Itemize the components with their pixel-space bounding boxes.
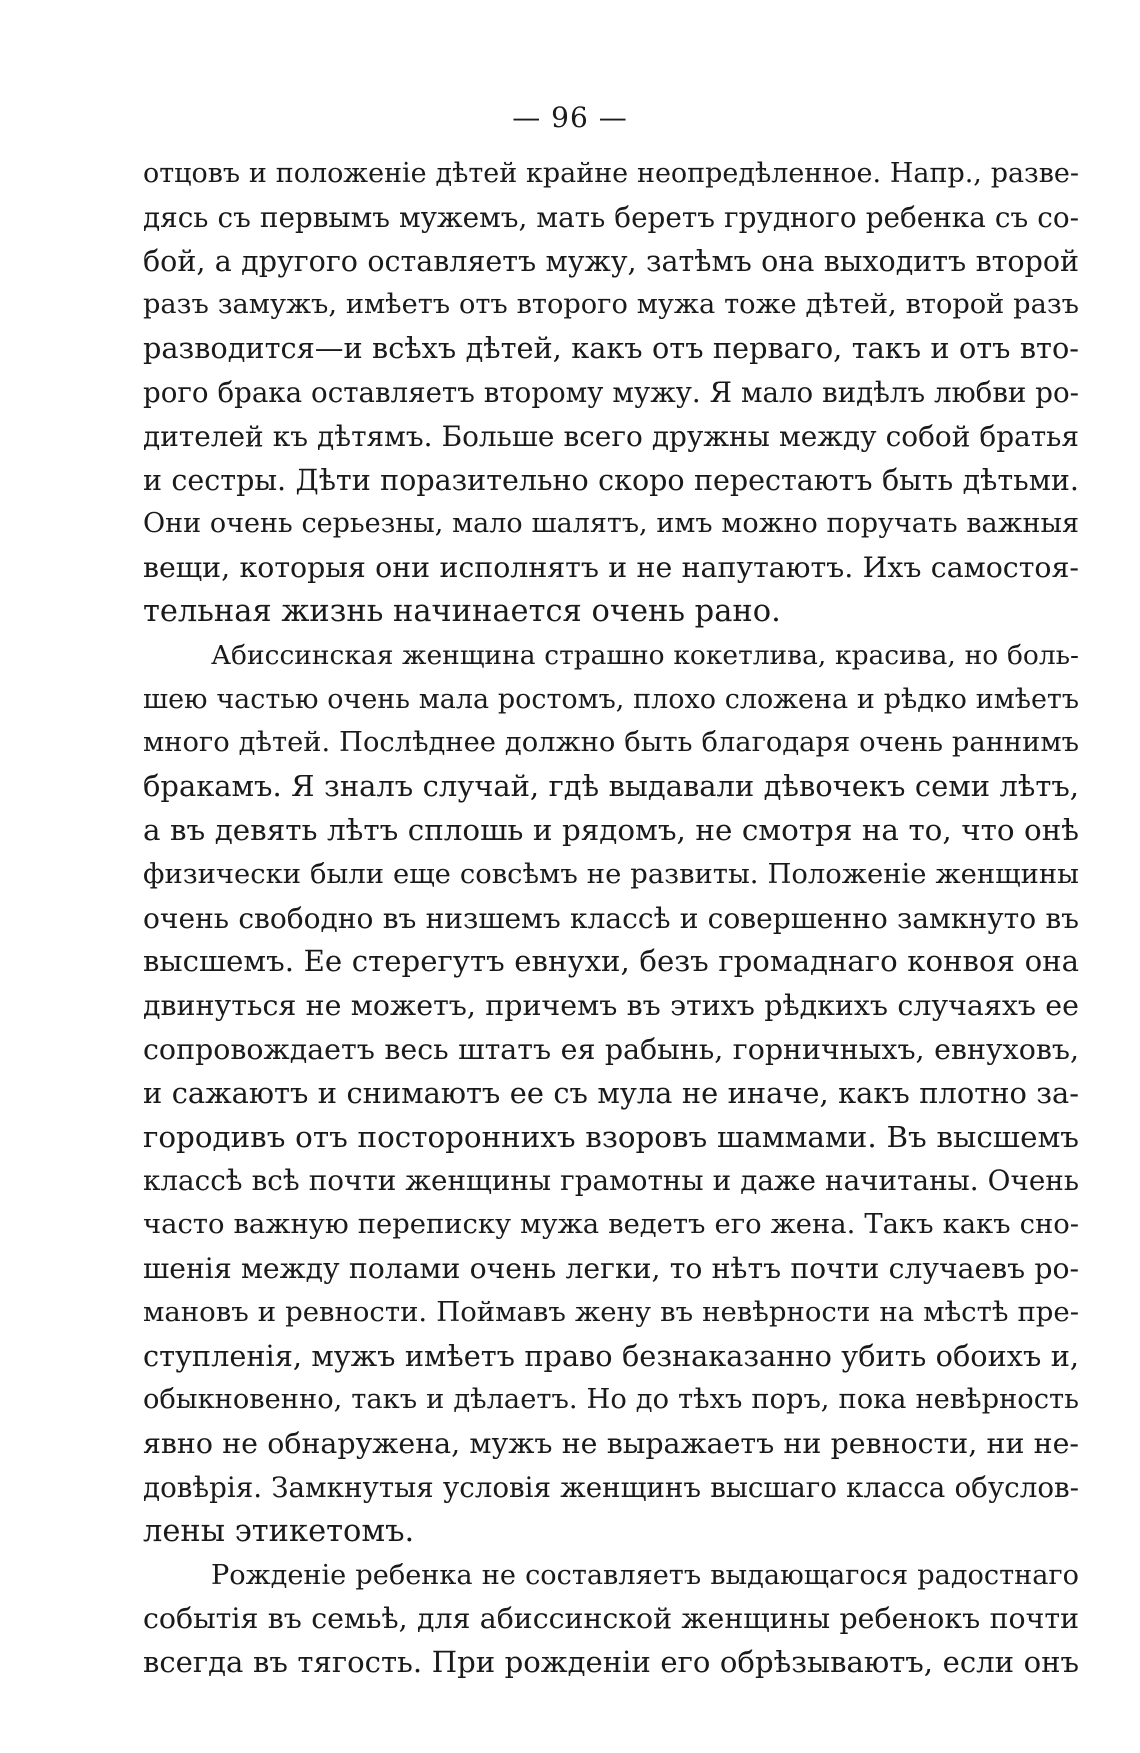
text-line: довѣрія. Замкнутыя условія женщинъ высшаго класса обуслов-	[143, 1470, 1079, 1504]
text-line: дителей къ дѣтямъ. Больше всего дружны между собой братья	[143, 419, 1079, 453]
text-line: обыкновенно, такъ и дѣлаетъ. Но до тѣхъ поръ, пока невѣрность	[143, 1384, 1079, 1416]
paragraph-1	[143, 152, 1079, 634]
text-line: Они очень серьезны, мало шалятъ, имъ можно поручать важныя	[143, 508, 1079, 540]
text-line: шенія между полами очень легки, то нѣтъ почти случаевъ ро-	[143, 1251, 1079, 1285]
paragraph-3	[143, 1554, 1079, 1685]
text-line: отцовъ и положеніе дѣтей крайне неопредѣленное. Напр., разве-	[143, 158, 1079, 189]
text-line: высшемъ. Ее стерегутъ евнухи, безъ громаднаго конвоя она	[143, 944, 1079, 979]
text-line: мановъ и ревности. Поймавъ жену въ невѣрности на мѣстѣ пре-	[143, 1295, 1079, 1328]
text-line: дясь съ первымъ мужемъ, мать беретъ грудного ребенка съ со-	[143, 200, 1079, 234]
text-line: событія въ семьѣ, для абиссинской женщины ребенокъ почти	[143, 1602, 1079, 1636]
text-line: всегда въ тягость. При рожденіи его обрѣзываютъ, если онъ	[143, 1645, 1079, 1680]
text-line: очень свободно въ низшемъ классѣ и совершенно замкнуто въ	[143, 901, 1079, 935]
text-line: Рожденіе ребенка не составляетъ выдающагося радостнаго	[211, 1559, 1079, 1591]
text-line: ступленія, мужъ имѣетъ право безнаказанно убить обоихъ и,	[143, 1338, 1079, 1373]
text-line: явно не обнаружена, мужъ не выражаетъ ни ревности, ни не-	[143, 1427, 1079, 1461]
text-line: и сажаютъ и снимаютъ ее съ мула не иначе, какъ плотно за-	[143, 1075, 1079, 1110]
text-line: лены этикетомъ.	[143, 1513, 415, 1549]
text-line: городивъ отъ постороннихъ взоровъ шаммами. Въ высшемъ	[143, 1119, 1079, 1154]
text-line: часто важную переписку мужа ведетъ его жена. Такъ какъ сно-	[143, 1209, 1079, 1241]
text-line: вещи, которыя они исполнятъ и не напутаютъ. Ихъ самостоя-	[143, 551, 1079, 585]
text-line: разводится—и всѣхъ дѣтей, какъ отъ перваго, такъ и отъ вто-	[143, 331, 1079, 366]
body-text	[143, 152, 1079, 1685]
text-line: много дѣтей. Послѣднее должно быть благодаря очень раннимъ	[143, 727, 1079, 759]
text-line: разъ замужъ, имѣетъ отъ второго мужа тоже дѣтей, второй разъ	[143, 289, 1079, 321]
text-line: рого брака оставляетъ второму мужу. Я мало видѣлъ любви ро-	[143, 375, 1079, 409]
text-line: бракамъ. Я зналъ случай, гдѣ выдавали дѣвочекъ семи лѣтъ,	[143, 769, 1079, 804]
text-line: классѣ всѣ почти женщины грамотны и даже начитаны. Очень	[143, 1164, 1079, 1198]
paragraph-2	[143, 634, 1079, 1554]
text-line: физически были еще совсѣмъ не развиты. Положеніе женщины	[143, 858, 1079, 890]
text-line: бой, а другого оставляетъ мужу, затѣмъ она выходитъ второй	[143, 244, 1079, 278]
text-line: двинуться не можетъ, причемъ въ этихъ рѣдкихъ случаяхъ ее	[143, 989, 1079, 1023]
text-line: шею частью очень мала ростомъ, плохо сложена и рѣдко имѣетъ	[143, 683, 1079, 715]
text-line: Абиссинская женщина страшно кокетлива, красива, но боль-	[211, 639, 1079, 671]
text-line: сопровождаетъ весь штатъ ея рабынь, горничныхъ, евнуховъ,	[143, 1032, 1079, 1066]
text-line: и сестры. Дѣти поразительно скоро перестаютъ быть дѣтьми.	[143, 463, 1079, 497]
page-number: — 96 —	[512, 101, 628, 134]
text-line: тельная жизнь начинается очень рано.	[143, 593, 781, 629]
text-line: а въ девять лѣтъ сплошь и рядомъ, не смотря на то, что онѣ	[143, 812, 1079, 847]
